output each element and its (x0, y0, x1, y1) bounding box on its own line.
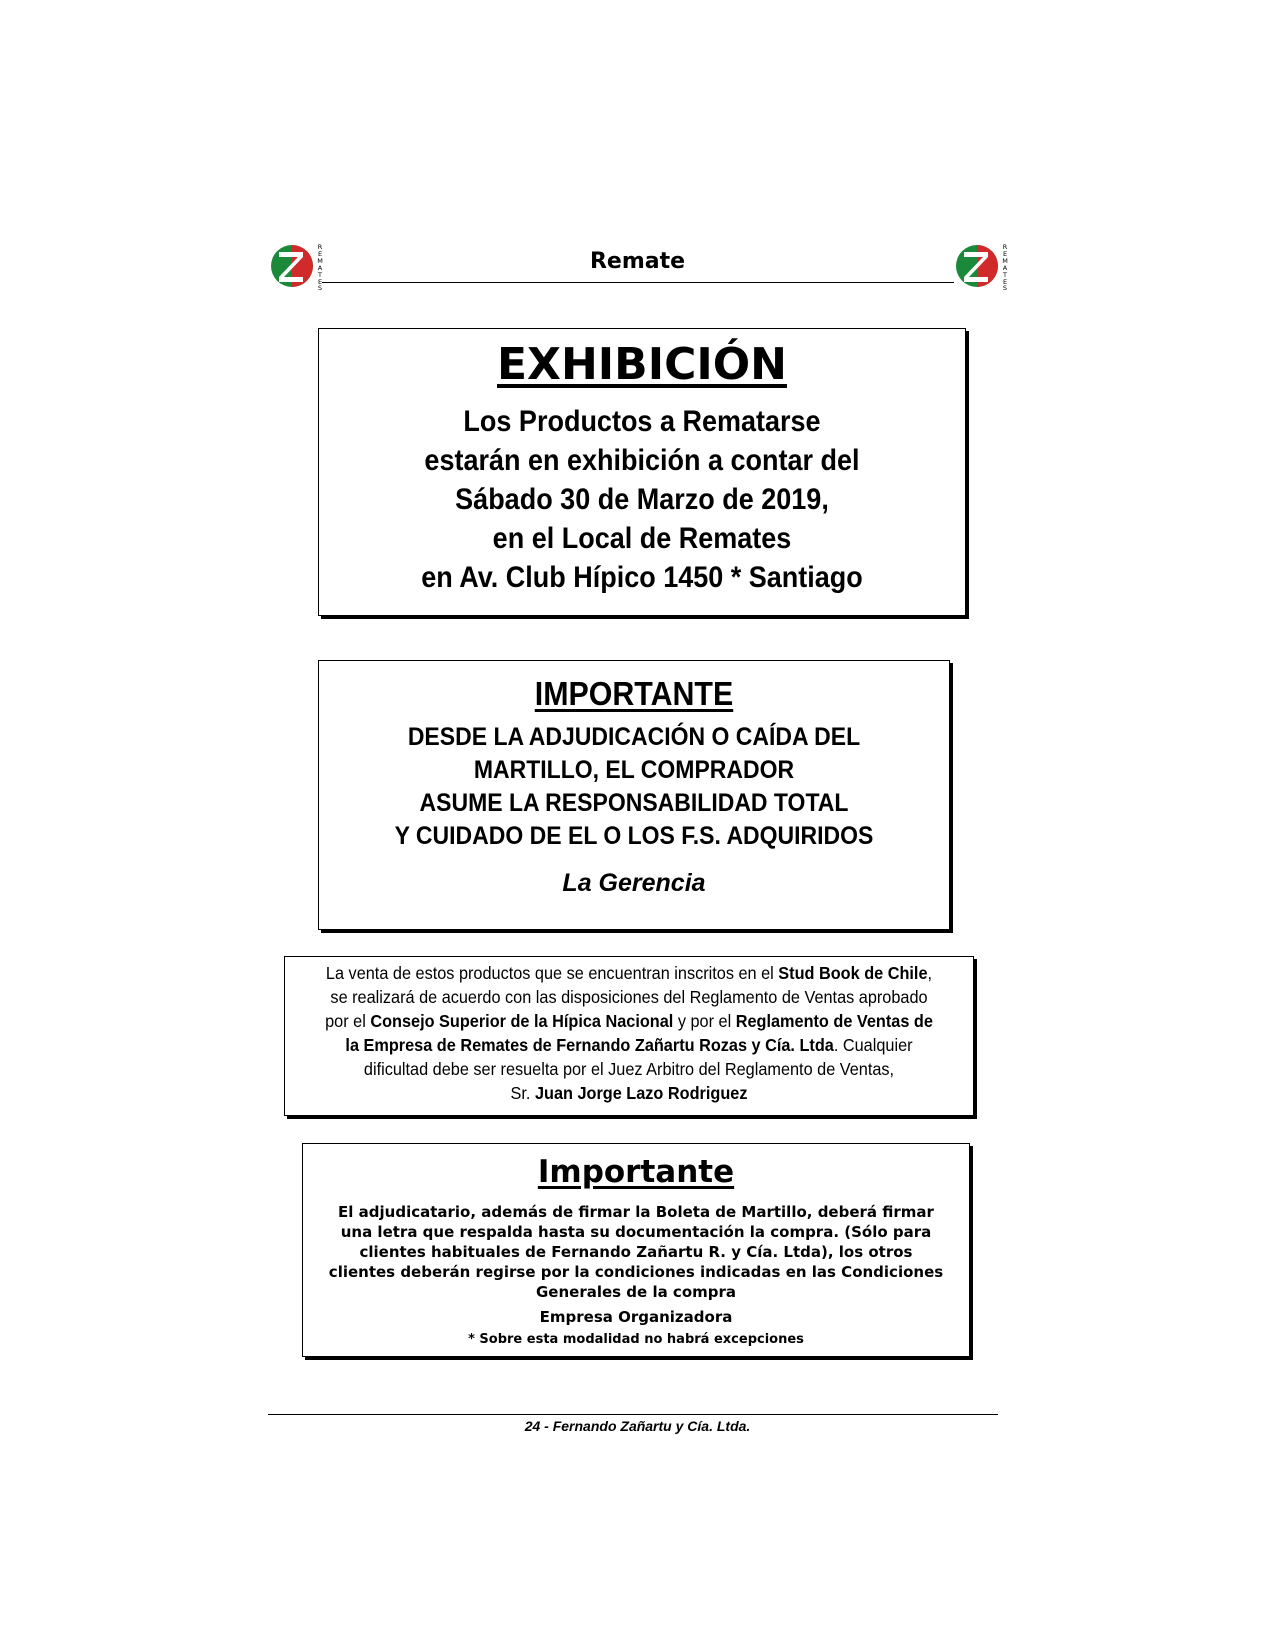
svg-text:A: A (317, 264, 323, 272)
exhibition-title: EXHIBICIÓN (497, 339, 787, 390)
exhibition-line: en el Local de Remates (492, 522, 792, 555)
svg-text:R: R (317, 243, 323, 251)
exhibition-line: en Av. Club Hípico 1450 * Santiago (421, 561, 863, 594)
footer-rule (268, 1414, 998, 1415)
svg-text:A: A (1002, 264, 1008, 272)
important-line: MARTILLO, EL COMPRADOR (473, 756, 795, 784)
exhibition-text (319, 402, 965, 597)
important-text (319, 721, 949, 853)
sale-bold: Consejo Superior de la Hípica Nacional (370, 1011, 674, 1031)
exhibition-box (318, 328, 966, 616)
sale-text: . Cualquier dificultad debe ser resuelta por el Juez Arbitro del Reglamento de Ventas, (363, 1035, 913, 1079)
important2-box (302, 1143, 970, 1357)
svg-text:M: M (1002, 257, 1008, 265)
exhibition-line: estarán en exhibición a contar del (424, 444, 860, 477)
header-rule (322, 282, 954, 283)
important-title: IMPORTANTE (534, 675, 734, 712)
sale-rules-paragraph (318, 961, 939, 1105)
svg-text:T: T (1003, 271, 1007, 279)
important2-title: Importante (537, 1154, 735, 1190)
important2-org: Empresa Organizadora (539, 1308, 733, 1326)
sale-rules-box (284, 956, 974, 1116)
important-line: DESDE LA ADJUDICACIÓN O CAÍDA DEL (407, 723, 861, 751)
important-box (318, 660, 950, 930)
svg-text:M: M (317, 257, 323, 265)
sale-bold: Reglamento de Ventas de la Empresa de Remates de Fernando Zañartu Rozas y Cía. Ltda (345, 1011, 933, 1055)
important-line: ASUME LA RESPONSABILIDAD TOTAL (419, 789, 849, 817)
svg-text:E: E (1002, 278, 1008, 286)
sale-text: Sr. (510, 1083, 535, 1103)
sale-text: La venta de estos productos que se encuentran inscritos en el (325, 963, 779, 983)
important2-body: El adjudicatario, además de firmar la Boleta de Martillo, deberá firmar una letra que respalda hasta su documentación la compra. (Sólo para clientes habituales de Fernando Zañartu R. y Cía. Ltda), los otros clientes deberán regirse por la condiciones indicadas en las Condiciones Generales de la compra (328, 1203, 944, 1301)
header-title: Remate (589, 249, 686, 274)
svg-text:E: E (317, 278, 323, 286)
logo-right (955, 240, 1015, 290)
svg-text:S: S (1002, 284, 1008, 290)
svg-text:S: S (317, 284, 323, 290)
exhibition-line: Los Productos a Rematarse (463, 405, 821, 438)
sale-bold: Juan Jorge Lazo Rodriguez (534, 1083, 748, 1103)
sale-bold: Stud Book de Chile (778, 963, 928, 983)
svg-text:E: E (1002, 250, 1008, 258)
important-line: Y CUIDADO DE EL O LOS F.S. ADQUIRIDOS (394, 822, 874, 850)
sale-text: , se realizará de acuerdo con las disposiciones del Reglamento de Ventas aprobado por el (325, 963, 933, 1031)
sale-text: y por el (673, 1011, 736, 1031)
svg-text:T: T (318, 271, 322, 279)
svg-text:E: E (317, 250, 323, 258)
footer-text: 24 - Fernando Zañartu y Cía. Ltda. (524, 1418, 751, 1434)
important2-note: * Sobre esta modalidad no habrá excepciones (468, 1332, 804, 1347)
svg-text:R: R (1002, 243, 1008, 251)
important-signer: La Gerencia (562, 869, 706, 897)
exhibition-line: Sábado 30 de Marzo de 2019, (455, 483, 829, 516)
